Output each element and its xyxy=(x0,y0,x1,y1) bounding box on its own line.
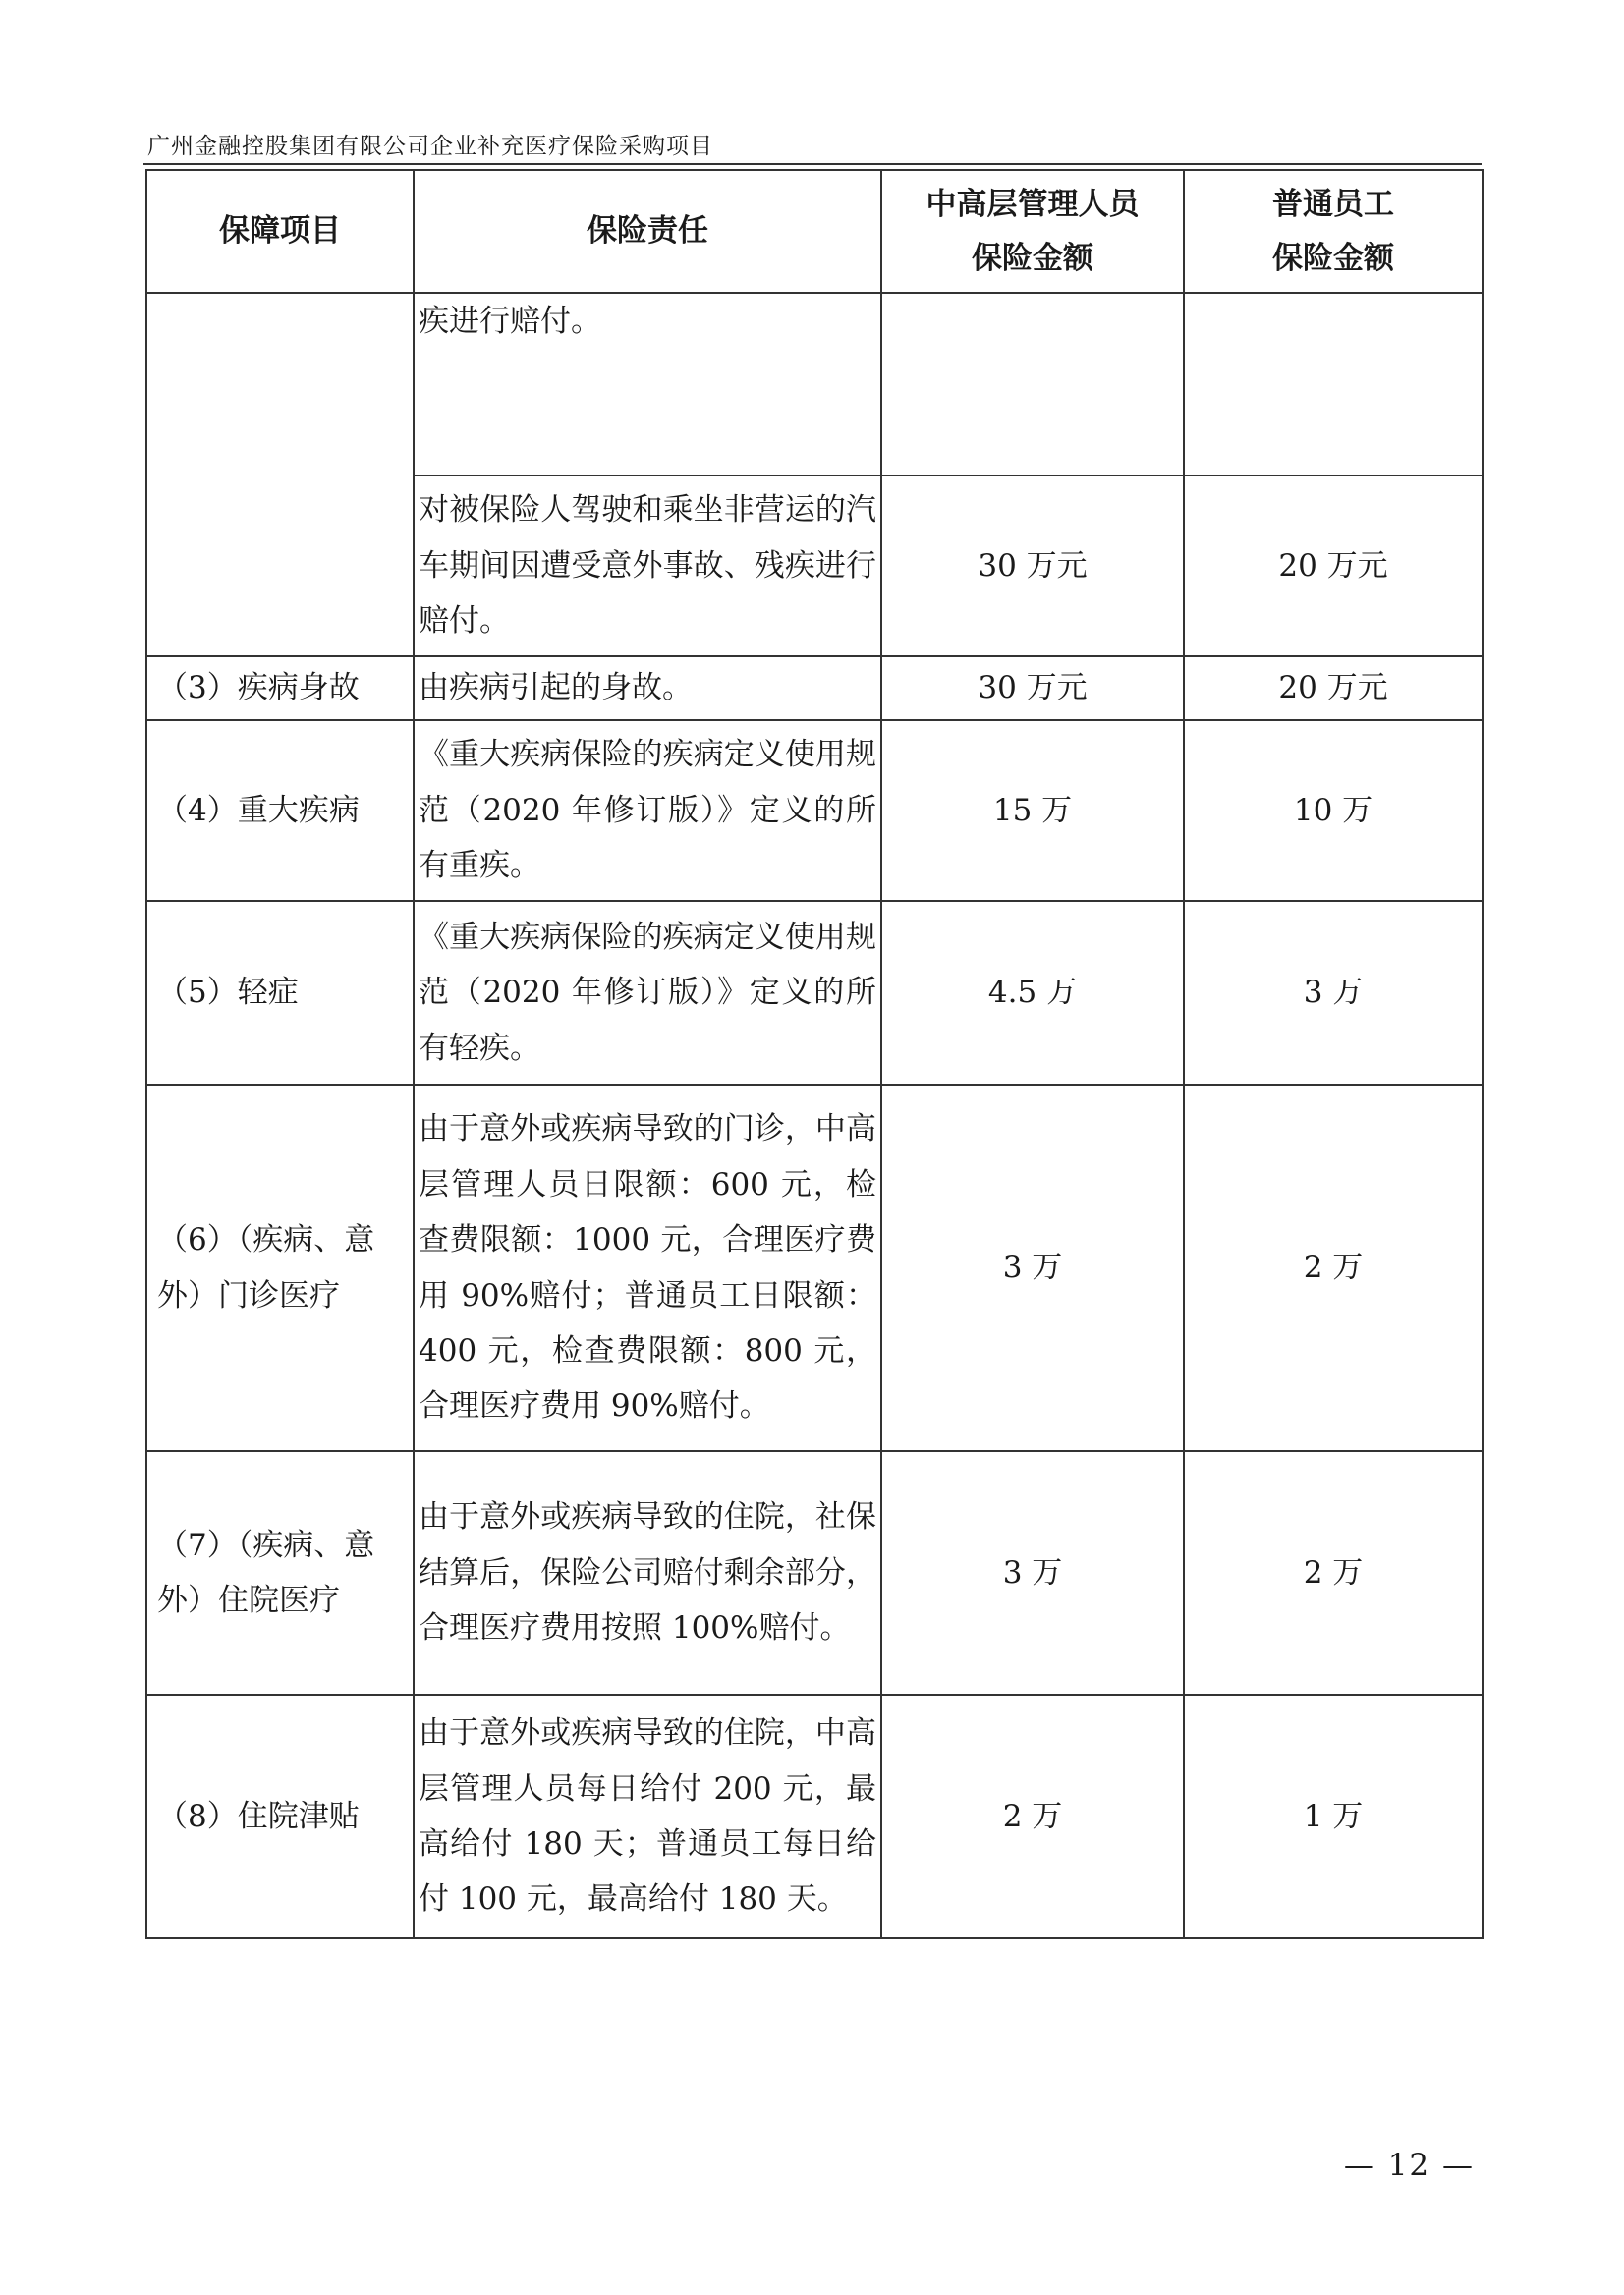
table-row xyxy=(146,1695,1483,1938)
header-senior-line2: 保险金额 xyxy=(972,240,1093,276)
header-item: 保障项目 xyxy=(146,170,414,293)
header-staff-amount xyxy=(1184,170,1483,293)
responsibility-cell: 《重大疾病保险的疾病定义使用规范（2020 年修订版）》定义的所有轻疾。 xyxy=(414,901,881,1085)
header-senior-amount xyxy=(881,170,1184,293)
senior-amount-cell: 2 万 xyxy=(881,1695,1184,1938)
coverage-table xyxy=(145,169,1484,1939)
header-responsibility: 保险责任 xyxy=(414,170,881,293)
item-cell: （4）重大疾病 xyxy=(146,720,414,901)
responsibility-cell: 疾进行赔付。 xyxy=(414,293,881,476)
table-row xyxy=(146,1451,1483,1695)
staff-amount-cell: 20 万元 xyxy=(1184,656,1483,720)
document-header: 广州金融控股集团有限公司企业补充医疗保险采购项目 xyxy=(147,134,713,159)
header-rule xyxy=(143,163,1482,165)
senior-amount-cell: 3 万 xyxy=(881,1085,1184,1451)
item-cell: （6）（疾病、意外）门诊医疗 xyxy=(146,1085,414,1451)
table-row xyxy=(146,901,1483,1085)
staff-amount-cell: 2 万 xyxy=(1184,1085,1483,1451)
responsibility-cell: 由于意外或疾病导致的住院，中高层管理人员每日给付 200 元，最高给付 180 天；普通员工每日给付 100 元，最高给付 180 天。 xyxy=(414,1695,881,1938)
senior-amount-cell: 30 万元 xyxy=(881,656,1184,720)
table-row xyxy=(146,720,1483,901)
senior-amount-cell: 3 万 xyxy=(881,1451,1184,1695)
responsibility-cell: 由疾病引起的身故。 xyxy=(414,656,881,720)
header-staff-line2: 保险金额 xyxy=(1272,240,1394,276)
table-header-row xyxy=(146,170,1483,293)
staff-amount-cell xyxy=(1184,293,1483,476)
responsibility-cell: 对被保险人驾驶和乘坐非营运的汽车期间因遭受意外事故、残疾进行赔付。 xyxy=(414,476,881,656)
senior-amount-cell: 30 万元 xyxy=(881,476,1184,656)
responsibility-cell: 由于意外或疾病导致的住院，社保结算后，保险公司赔付剩余部分，合理医疗费用按照 100%赔付。 xyxy=(414,1451,881,1695)
item-cell xyxy=(146,293,414,656)
senior-amount-cell: 4.5 万 xyxy=(881,901,1184,1085)
table-row xyxy=(146,293,1483,476)
page-number: — 12 — xyxy=(1343,2148,1475,2183)
header-senior-line1: 中高层管理人员 xyxy=(925,187,1140,223)
responsibility-cell: 由于意外或疾病导致的门诊，中高层管理人员日限额：600 元，检查费限额：1000 元，合理医疗费用 90%赔付；普通员工日限额：400 元，检查费限额：800 元，合理医疗费用 90%赔付。 xyxy=(414,1085,881,1451)
senior-amount-cell: 15 万 xyxy=(881,720,1184,901)
responsibility-cell: 《重大疾病保险的疾病定义使用规范（2020 年修订版）》定义的所有重疾。 xyxy=(414,720,881,901)
header-staff-line1: 普通员工 xyxy=(1272,187,1394,223)
item-cell: （5）轻症 xyxy=(146,901,414,1085)
staff-amount-cell: 20 万元 xyxy=(1184,476,1483,656)
staff-amount-cell: 2 万 xyxy=(1184,1451,1483,1695)
table-row xyxy=(146,1085,1483,1451)
item-cell: （3）疾病身故 xyxy=(146,656,414,720)
senior-amount-cell xyxy=(881,293,1184,476)
staff-amount-cell: 10 万 xyxy=(1184,720,1483,901)
staff-amount-cell: 1 万 xyxy=(1184,1695,1483,1938)
staff-amount-cell: 3 万 xyxy=(1184,901,1483,1085)
item-cell: （8）住院津贴 xyxy=(146,1695,414,1938)
item-cell: （7）（疾病、意外）住院医疗 xyxy=(146,1451,414,1695)
table-row xyxy=(146,656,1483,720)
